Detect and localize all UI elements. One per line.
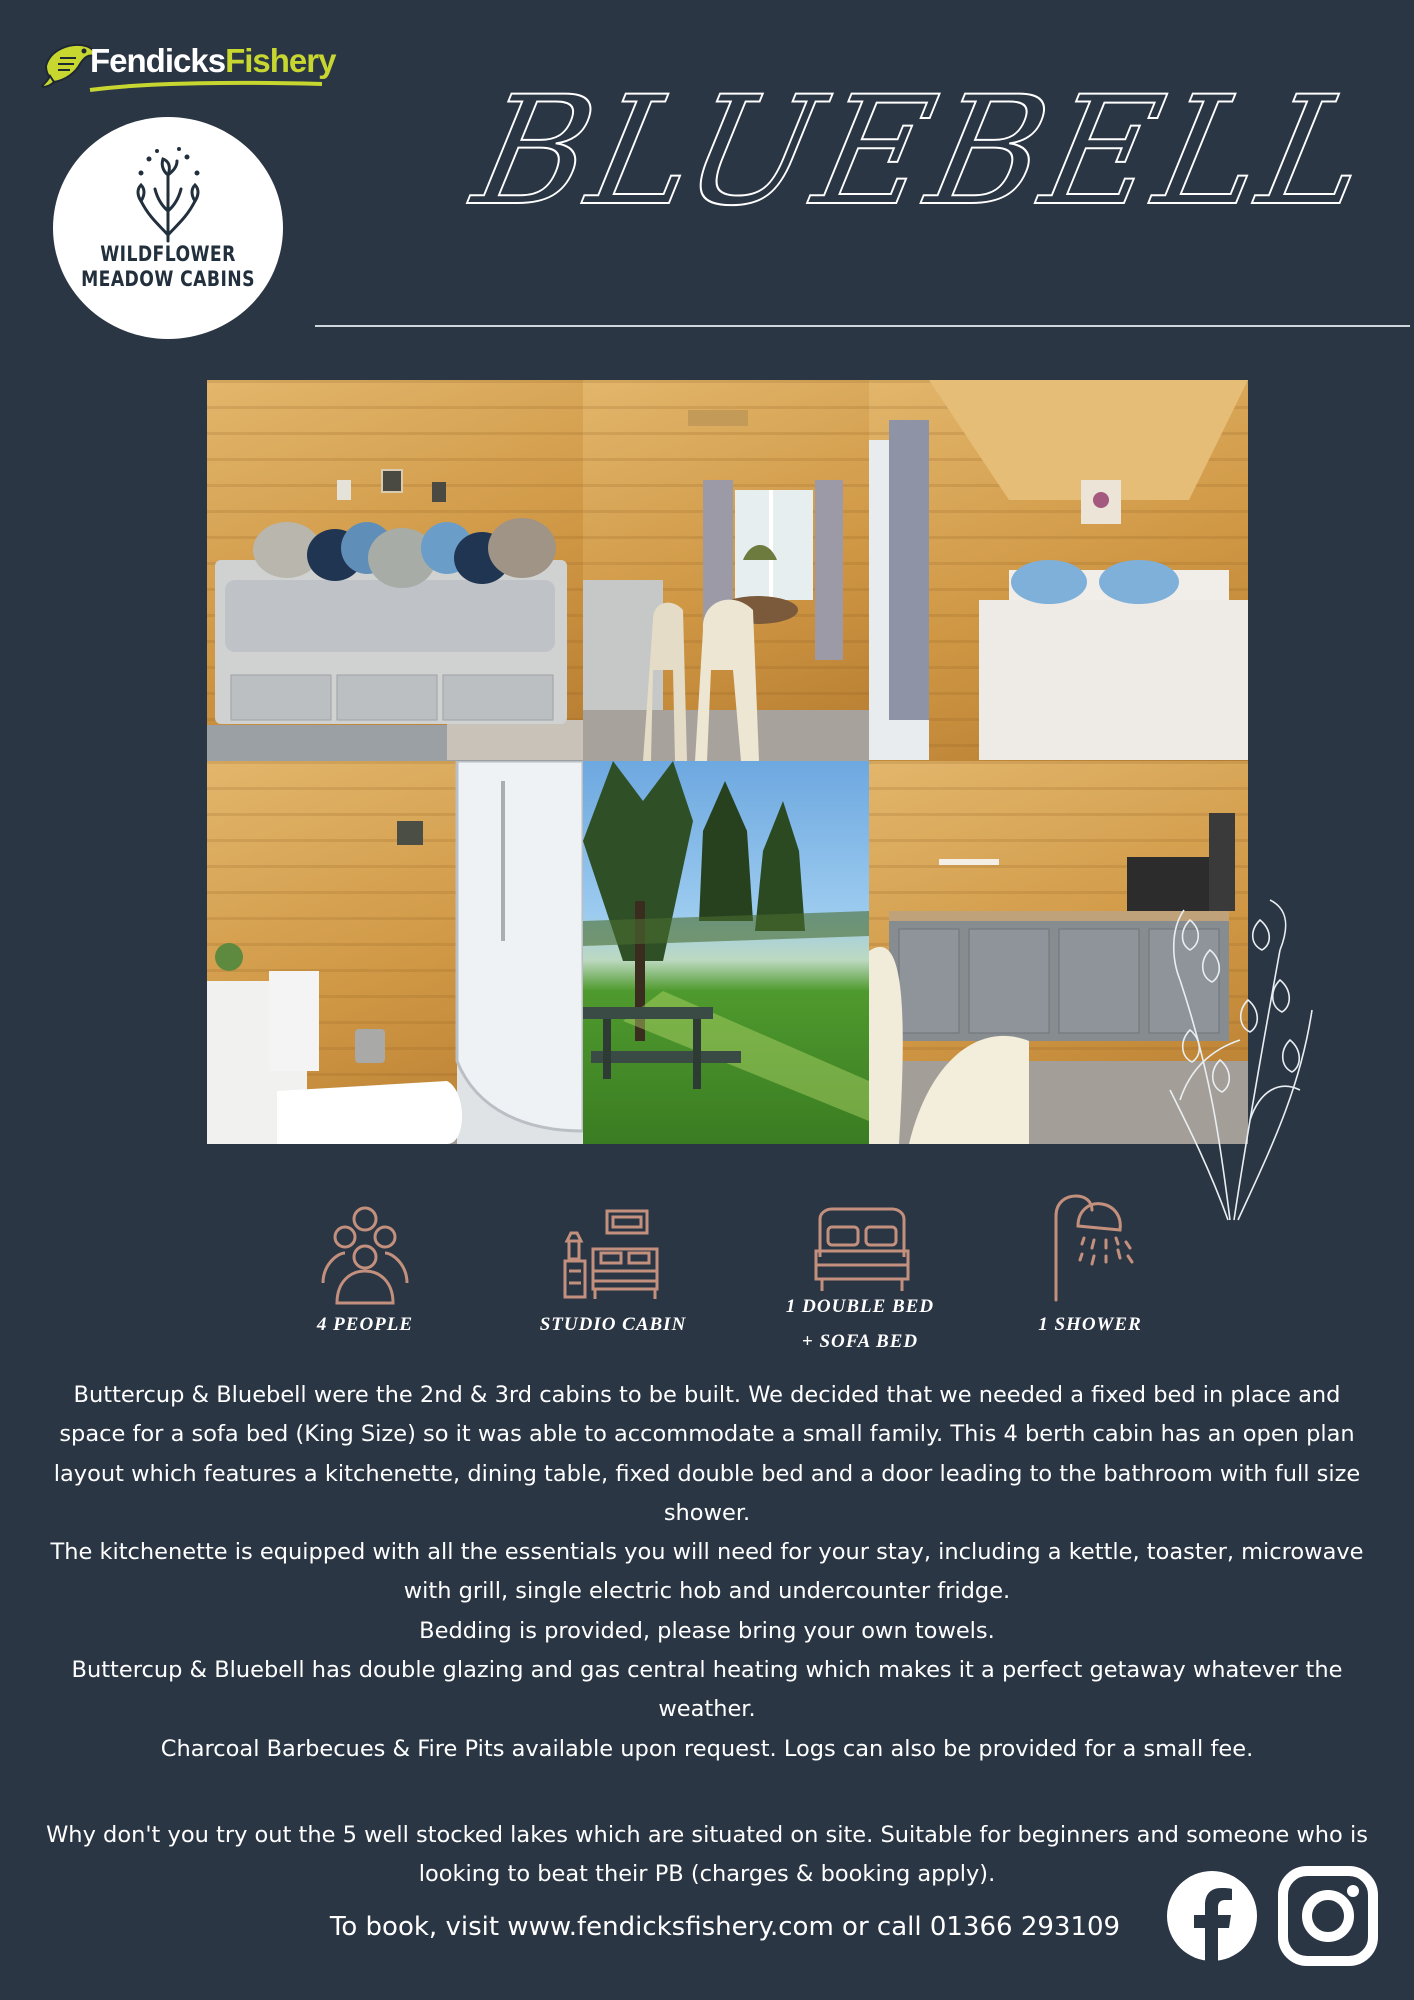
feature-double-bed (812, 1205, 912, 1305)
feature-studio (563, 1205, 663, 1305)
feature-shower-label: 1 SHOWER (1038, 1314, 1142, 1335)
feature-people (315, 1205, 415, 1305)
wildflower-meadow-badge (53, 117, 283, 339)
shower-room-image (207, 761, 583, 1144)
bluebell-flower-icon (1150, 890, 1320, 1230)
brand-name-yellow: Fishery (225, 42, 336, 79)
description-p4: Buttercup & Bluebell has double glazing and gas central heating which makes it a perfect getaway whatever the weather. (71, 1657, 1343, 1723)
description-p1: Buttercup & Bluebell were the 2nd & 3rd cabins to be built. We decided that we needed a fixed bed in place and space for a sofa bed (King Size) so it was able to accommodate a small family. This 4 berth cabin has an open plan layout which features a kitchenette, dining table, fixed double bed and a door leading to the bathroom with full size shower. (53, 1382, 1361, 1526)
outdoor-photo (583, 761, 869, 1144)
feature-shower (1050, 1192, 1150, 1292)
title-divider (315, 325, 1410, 327)
logo-swoosh (88, 80, 324, 92)
description-p2: The kitchenette is equipped with all the essentials you will need for your stay, including a kettle, toaster, microwave with grill, single electric hob and undercounter fridge. (50, 1539, 1364, 1605)
feature-double-bed-label-1: 1 DOUBLE BED (785, 1296, 935, 1317)
badge-line-2: MEADOW CABINS (81, 267, 255, 291)
description-p5: Charcoal Barbecues & Fire Pits available upon request. Logs can also be provided for a small fee. (160, 1735, 1254, 1762)
picnic-bench-image (583, 761, 869, 1144)
dining-image (583, 380, 869, 761)
double-bed-icon (812, 1205, 912, 1305)
fendicks-fishery-logo[interactable] (40, 36, 336, 92)
description (40, 1376, 1374, 1769)
description-p3: Bedding is provided, please bring your own towels. (419, 1617, 995, 1644)
badge-line-1: WILDFLOWER (100, 242, 236, 266)
feature-double-bed-label-2: + SOFA BED (801, 1331, 919, 1352)
dining-area-photo (583, 380, 869, 761)
sofa-bed-photo (207, 380, 583, 761)
feature-studio-label: STUDIO CABIN (539, 1314, 687, 1335)
studio-cabin-icon (563, 1205, 663, 1305)
double-bed-photo (869, 380, 1248, 761)
flower-sprig-icon (119, 145, 217, 245)
cabin-title: BLUEBELL (461, 65, 1388, 239)
booking-info[interactable]: To book, visit www.fendicksfishery.com or call 01366 293109 (329, 1912, 1121, 1942)
people-icon (315, 1205, 415, 1305)
feature-people-label: 4 PEOPLE (316, 1314, 414, 1335)
instagram-icon[interactable] (1278, 1866, 1378, 1966)
description-p6: Why don't you try out the 5 well stocked lakes which are situated on site. Suitable for beginners and someone who is looking to beat their PB (charges & booking apply). (46, 1822, 1368, 1888)
shower-icon (1050, 1192, 1150, 1302)
bed-image (869, 380, 1248, 761)
brand-name-white: Fendicks (90, 42, 226, 79)
sofa-bed-image (207, 380, 583, 761)
bathroom-photo (207, 761, 583, 1144)
facebook-icon[interactable] (1166, 1870, 1258, 1962)
